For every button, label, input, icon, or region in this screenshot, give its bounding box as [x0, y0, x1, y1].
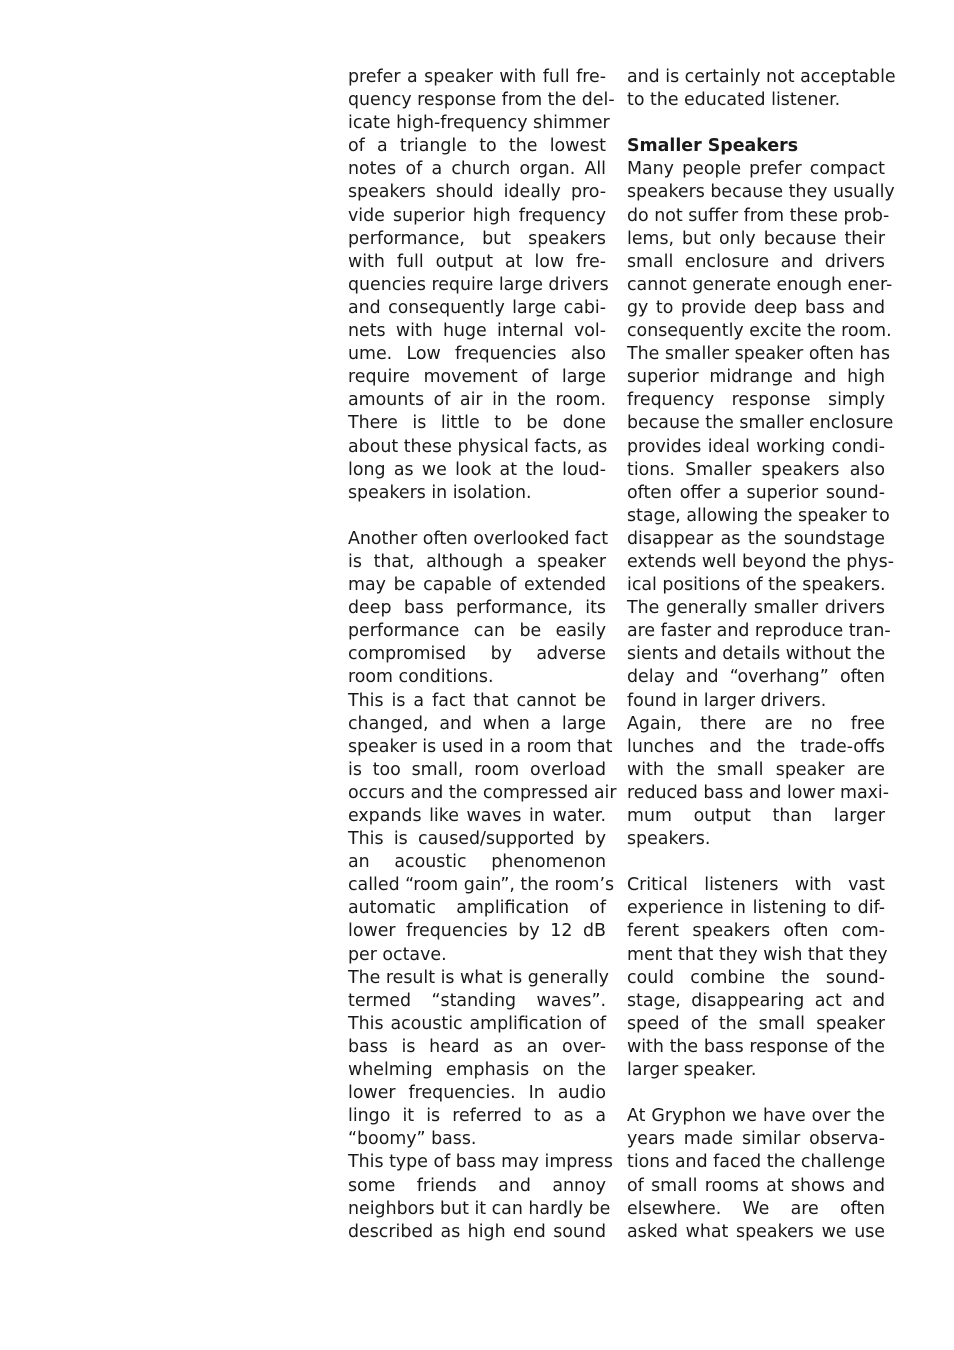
- text-line: performance can be easily: [348, 621, 606, 642]
- text-line: lower frequencies by 12 dB: [348, 921, 606, 942]
- text-line: whelming emphasis on the: [348, 1060, 606, 1081]
- text-line: an acoustic phenomenon: [348, 852, 606, 873]
- text-line: The generally smaller drivers: [627, 598, 885, 619]
- text-line: may be capable of extended: [348, 575, 606, 596]
- text-line: because the smaller enclosure: [627, 413, 894, 434]
- text-line: extends well beyond the phys-: [627, 551, 894, 572]
- text-line: ume. Low frequencies also: [348, 344, 606, 365]
- right-column: [627, 66, 896, 1244]
- text-line: Again, there are no free: [627, 713, 885, 734]
- text-line: small enclosure and drivers: [627, 251, 885, 272]
- text-line: termed “standing waves”.: [348, 990, 606, 1011]
- text-line: speakers in isolation.: [348, 482, 532, 503]
- text-line: Critical listeners with vast: [627, 875, 885, 896]
- paragraph-educated-listener: [627, 66, 896, 112]
- text-line: room conditions.: [348, 667, 494, 688]
- text-line: called “room gain”, the room’s: [348, 875, 615, 896]
- text-line: long as we look at the loud-: [348, 459, 606, 480]
- text-line: stage, allowing the speaker to: [627, 505, 890, 526]
- paragraph-boomy-bass: [348, 1151, 613, 1243]
- text-line: occurs and the compressed air: [348, 782, 617, 803]
- text-line: icate high-frequency shimmer: [348, 113, 610, 134]
- text-line: This is caused/supported by: [348, 829, 606, 850]
- text-line: speed of the small speaker: [627, 1013, 885, 1034]
- text-line: could combine the sound-: [627, 967, 885, 988]
- text-line: neighbors but it can hardly be: [348, 1198, 611, 1219]
- text-line: speaker is used in a room that: [348, 736, 613, 757]
- text-line: quencies require large drivers: [348, 274, 609, 295]
- text-line: notes of a church organ. All: [348, 159, 606, 180]
- left-column: [348, 66, 617, 1244]
- text-line: cannot generate enough ener-: [627, 274, 893, 295]
- text-line: is that, although a speaker: [348, 551, 606, 572]
- text-line: speakers should ideally pro-: [348, 182, 606, 203]
- text-line: disappear as the soundstage: [627, 528, 885, 549]
- text-line: per octave.: [348, 944, 447, 965]
- paragraph-full-frequency: [348, 66, 615, 505]
- text-line: speakers.: [627, 829, 711, 850]
- text-line: sients and details without the: [627, 644, 886, 665]
- text-line: bass is heard as an over-: [348, 1036, 606, 1057]
- text-line: of a triangle to the lowest: [348, 136, 606, 157]
- text-line: This is a fact that cannot be: [348, 690, 606, 711]
- text-line: There is little to be done: [348, 413, 606, 434]
- text-line: compromised by adverse: [348, 644, 606, 665]
- text-line: often offer a superior sound-: [627, 482, 885, 503]
- text-line: and consequently large cabi-: [348, 297, 606, 318]
- text-line: reduced bass and lower maxi-: [627, 782, 890, 803]
- text-line: years made similar observa-: [627, 1129, 885, 1150]
- text-line: delay and “overhang” often: [627, 667, 885, 688]
- text-line: Another often overlooked fact: [348, 528, 609, 549]
- text-line: This type of bass may impress: [348, 1152, 613, 1173]
- text-line: is too small, room overload: [348, 759, 606, 780]
- paragraph-standing-waves: [348, 967, 609, 1152]
- text-line: experience in listening to dif-: [627, 898, 885, 919]
- text-line: ical positions of the speakers.: [627, 575, 886, 596]
- text-line: do not suffer from these prob-: [627, 205, 890, 226]
- text-line: with the bass response of the: [627, 1036, 885, 1057]
- text-line: are faster and reproduce tran-: [627, 621, 891, 642]
- text-line: The smaller speaker often has: [627, 344, 891, 365]
- text-line: found in larger drivers.: [627, 690, 827, 711]
- text-line: gy to provide deep bass and: [627, 297, 885, 318]
- text-line: “boomy” bass.: [348, 1129, 477, 1150]
- text-line: of small rooms at shows and: [627, 1175, 885, 1196]
- text-line: performance, but speakers: [348, 228, 606, 249]
- paragraph-room-gain: [348, 690, 617, 967]
- text-line: nets with huge internal vol-: [348, 321, 606, 342]
- text-line: Many people prefer compact: [627, 159, 885, 180]
- text-line: described as high end sound: [348, 1221, 606, 1242]
- text-line: about these physical facts, as: [348, 436, 608, 457]
- text-line: changed, and when a large: [348, 713, 606, 734]
- text-line: The result is what is generally: [348, 967, 609, 988]
- text-line: deep bass performance, its: [348, 598, 606, 619]
- text-line: This acoustic amplification of: [348, 1013, 606, 1034]
- text-line: provides ideal working condi-: [627, 436, 885, 457]
- section-heading-smaller-speakers: Smaller Speakers: [627, 136, 799, 157]
- text-line: elsewhere. We are often: [627, 1198, 885, 1219]
- text-line: lower frequencies. In audio: [348, 1083, 606, 1104]
- text-line: prefer a speaker with full fre-: [348, 67, 606, 87]
- text-line: superior midrange and high: [627, 367, 885, 388]
- text-line: some friends and annoy: [348, 1175, 606, 1196]
- text-line: lingo it is referred to as a: [348, 1106, 606, 1127]
- text-line: consequently excite the room.: [627, 321, 892, 342]
- text-line: amounts of air in the room.: [348, 390, 606, 411]
- text-line: larger speaker.: [627, 1060, 757, 1081]
- paragraph-trade-offs: [627, 713, 890, 852]
- text-line: ment that they wish that they: [627, 944, 888, 965]
- text-line: require movement of large: [348, 367, 606, 388]
- text-line: lems, but only because their: [627, 228, 885, 249]
- paragraph-overlooked-fact: [348, 528, 609, 690]
- text-line: At Gryphon we have over the: [627, 1106, 885, 1127]
- paragraph-critical-listeners: [627, 874, 888, 1082]
- text-line: mum output than larger: [627, 806, 885, 826]
- text-line: frequency response simply: [627, 390, 885, 411]
- text-line: stage, disappearing act and: [627, 990, 885, 1011]
- text-line: automatic amplification of: [348, 898, 606, 919]
- text-line: expands like waves in water.: [348, 806, 606, 826]
- text-line: tions. Smaller speakers also: [627, 459, 885, 480]
- text-line: with full output at low fre-: [348, 251, 606, 272]
- paragraph-gryphon: [627, 1105, 885, 1244]
- text-line: and is certainly not acceptable: [627, 67, 896, 87]
- text-line: tions and faced the challenge: [627, 1152, 886, 1173]
- text-line: lunches and the trade-offs: [627, 736, 885, 757]
- text-line: with the small speaker are: [627, 759, 885, 780]
- text-line: vide superior high frequency: [348, 205, 606, 226]
- text-line: asked what speakers we use: [627, 1221, 885, 1242]
- text-line: quency response from the del-: [348, 90, 615, 111]
- text-line: ferent speakers often com-: [627, 921, 885, 942]
- text-line: speakers because they usually: [627, 182, 895, 203]
- paragraph-compact-speakers: [627, 158, 895, 712]
- text-line: to the educated listener.: [627, 90, 841, 111]
